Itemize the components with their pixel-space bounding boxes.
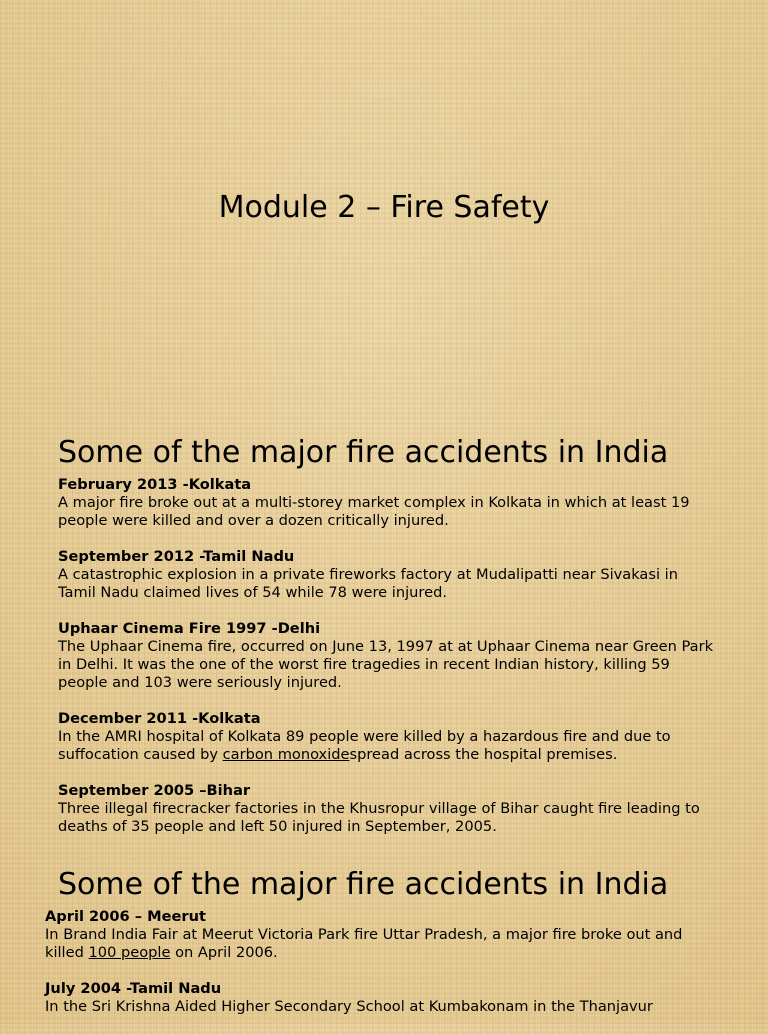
fire-accidents-slide-2 bbox=[0, 862, 768, 1024]
entry-title: September 2005 –Bihar bbox=[58, 782, 251, 799]
entry-title: February 2013 -Kolkata bbox=[58, 476, 252, 493]
entry-title: July 2004 -Tamil Nadu bbox=[45, 980, 222, 997]
slide-content bbox=[45, 862, 725, 1034]
entry-title: Uphaar Cinema Fire 1997 -Delhi bbox=[58, 620, 321, 637]
accident-entry bbox=[58, 710, 718, 764]
accident-entry bbox=[45, 908, 725, 962]
accident-entry bbox=[45, 980, 725, 1016]
module-title: Module 2 – Fire Safety bbox=[218, 190, 550, 225]
slide-heading: Some of the major fire accidents in India bbox=[58, 435, 669, 470]
entry-title: April 2006 – Meerut bbox=[45, 908, 206, 925]
entry-text: In Brand India Fair at Meerut Victoria Park fire Uttar Pradesh, a major fire broke out and killed bbox=[45, 926, 683, 961]
entry-text: Three illegal firecracker factories in the Khusropur village of Bihar caught fire leading to deaths of 35 people and left 50 injured in September, 2005. bbox=[58, 800, 700, 835]
100-people-link[interactable]: 100 people bbox=[88, 944, 171, 961]
slide-heading: Some of the major fire accidents in India bbox=[58, 867, 669, 902]
accident-entry bbox=[58, 548, 718, 602]
entry-title: December 2011 -Kolkata bbox=[58, 710, 261, 727]
fire-accidents-slide-1 bbox=[0, 430, 768, 860]
accident-entry bbox=[58, 476, 718, 530]
title-slide bbox=[0, 0, 768, 414]
entry-text: A major fire broke out at a multi-storey market complex in Kolkata in which at least 19 people were killed and over a dozen critically injured. bbox=[58, 494, 690, 529]
entry-text-after: on April 2006. bbox=[170, 944, 278, 961]
carbon-monoxide-link[interactable]: carbon monoxide bbox=[222, 746, 350, 763]
entry-text-after: spread across the hospital premises. bbox=[349, 746, 618, 763]
entry-text: In the Sri Krishna Aided Higher Secondary School at Kumbakonam in the Thanjavur bbox=[45, 998, 653, 1015]
entry-text: In the AMRI hospital of Kolkata 89 people were killed by a hazardous fire and due to suffocation caused by bbox=[58, 728, 671, 763]
accident-entry bbox=[58, 620, 718, 692]
accident-entry bbox=[58, 782, 718, 836]
slide-content bbox=[58, 430, 718, 854]
entry-text: A catastrophic explosion in a private fireworks factory at Mudalipatti near Sivakasi in Tamil Nadu claimed lives of 54 while 78 were injured. bbox=[58, 566, 678, 601]
entry-text: The Uphaar Cinema fire, occurred on June 13, 1997 at at Uphaar Cinema near Green Park in Delhi. It was the one of the worst fire tragedies in recent Indian history, killing 59 people and 103 were seriously injured. bbox=[58, 638, 714, 691]
entry-title: September 2012 -Tamil Nadu bbox=[58, 548, 295, 565]
